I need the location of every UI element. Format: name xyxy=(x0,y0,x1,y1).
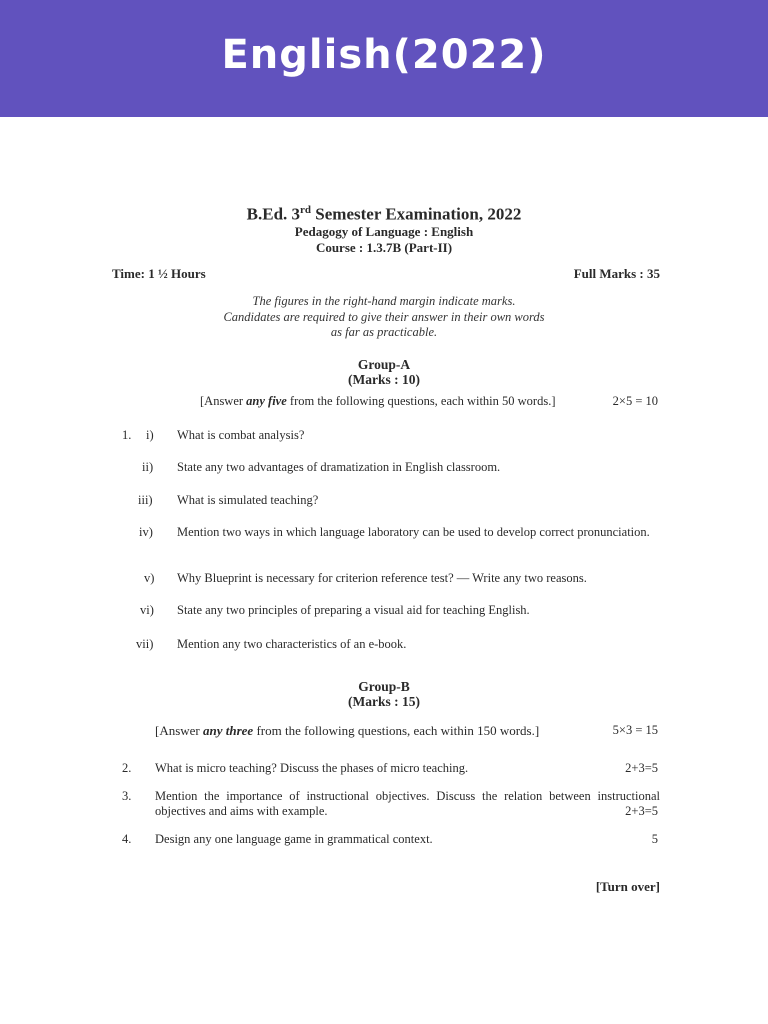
instr-pre: [Answer xyxy=(155,723,204,738)
subquestion-text: State any two principles of preparing a visual aid for teaching English. xyxy=(177,603,530,617)
turn-over-note: [Turn over] xyxy=(595,879,660,894)
subquestion-text: Mention any two characteristics of an e-book. xyxy=(177,637,407,651)
subquestion-text: What is combat analysis? xyxy=(177,428,305,442)
instr-post: from the following questions, each within 50 words.] xyxy=(286,394,556,408)
group-a-instruction xyxy=(200,394,556,409)
question-marks: 2+3=5 xyxy=(625,804,658,818)
exam-title-sup: rd xyxy=(300,204,312,216)
subquestion-number: iv) xyxy=(139,525,153,539)
question-1-number: 1. xyxy=(122,428,132,442)
group-a-total-marks: 2×5 = 10 xyxy=(612,394,658,408)
course-line: Course : 1.3.7B (Part-II) xyxy=(315,240,453,255)
subquestion-number: vi) xyxy=(140,603,154,617)
group-b-title: Group-B xyxy=(358,679,410,694)
subquestion-text: What is simulated teaching? xyxy=(177,493,319,507)
exam-title-rest: Semester Examination, 2022 xyxy=(311,204,522,224)
note-line-1: The figures in the right-hand margin indicate marks. xyxy=(252,294,516,308)
instr-emphasis: any three xyxy=(203,723,254,738)
question-text: What is micro teaching? Discuss the phases of micro teaching. xyxy=(155,761,469,775)
subquestion-number: ii) xyxy=(142,460,154,474)
subquestion-text: Why Blueprint is necessary for criterion reference test? — Write any two reasons. xyxy=(177,571,587,585)
question-number: 3. xyxy=(122,789,132,803)
subquestion-number: vii) xyxy=(136,637,154,651)
question-marks: 5 xyxy=(651,832,658,846)
time-allowed: Time: 1 ½ Hours xyxy=(112,266,206,281)
subquestion-number: i) xyxy=(146,428,154,442)
group-a-title: Group-A xyxy=(357,357,411,372)
banner-title: English(2022) xyxy=(221,32,547,78)
question-text: Design any one language game in grammatical context. xyxy=(155,832,433,846)
group-b-marks: (Marks : 15) xyxy=(348,694,420,709)
note-line-3: as far as practicable. xyxy=(330,325,438,339)
exam-paper-page xyxy=(0,117,768,1024)
instr-post: from the following questions, each within 150 words.] xyxy=(253,723,540,738)
title-banner xyxy=(0,0,768,117)
question-number: 2. xyxy=(122,761,132,775)
exam-title-main: B.Ed. 3 xyxy=(246,204,301,224)
subject-line: Pedagogy of Language : English xyxy=(294,224,474,239)
group-b-total-marks: 5×3 = 15 xyxy=(612,723,658,737)
subquestion-number: v) xyxy=(144,571,155,585)
group-b-instruction xyxy=(155,723,539,739)
full-marks: Full Marks : 35 xyxy=(573,266,660,281)
subquestion-text: State any two advantages of dramatization in English classroom. xyxy=(177,460,501,474)
group-a-marks: (Marks : 10) xyxy=(348,372,420,387)
instr-pre: [Answer xyxy=(200,394,247,408)
instr-emphasis: any five xyxy=(246,394,287,408)
exam-title xyxy=(0,204,768,225)
question-text: Mention the importance of instructional objectives. Discuss the relation between instructional objectives and aims with example. xyxy=(155,789,660,818)
question-marks: 2+3=5 xyxy=(625,761,658,775)
subquestion-number: iii) xyxy=(138,493,153,507)
question-number: 4. xyxy=(122,832,132,846)
subquestion-text: Mention two ways in which language laboratory can be used to develop correct pronunciation. xyxy=(177,525,650,539)
note-line-2: Candidates are required to give their answer in their own words xyxy=(223,310,545,324)
